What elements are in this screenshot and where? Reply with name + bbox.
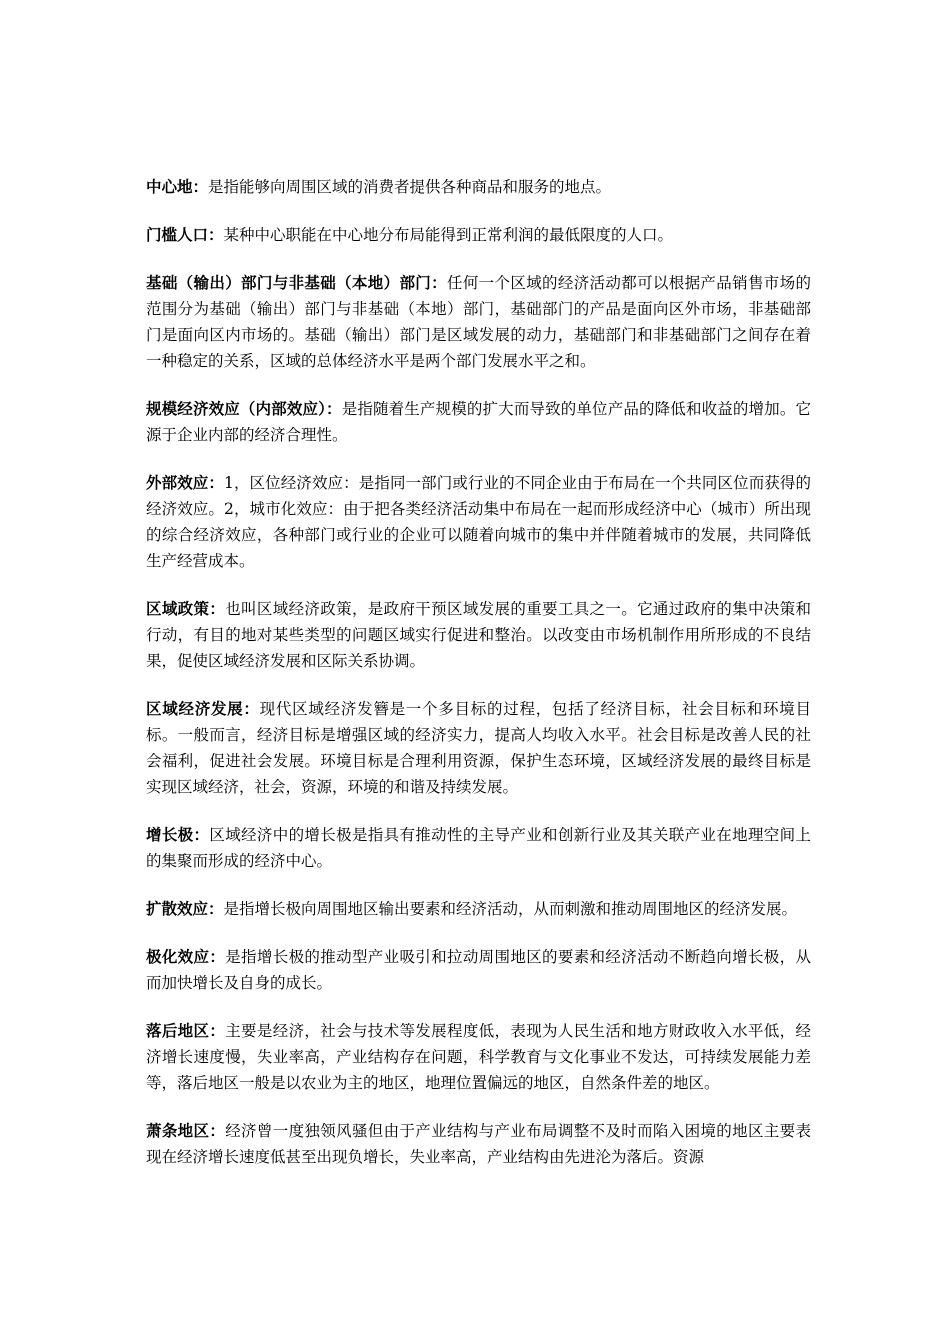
- term-definition: 是指能够向周围区域的消费者提供各种商品和服务的地点。: [208, 178, 612, 196]
- term-label: 中心地：: [146, 177, 209, 196]
- term-label: 外部效应：: [146, 473, 224, 492]
- term-definition: 是指增长极的推动型产业吸引和拉动周围地区的要素和经济活动不断趋向增长极，从而加快增长及自身的成长。: [146, 948, 811, 992]
- term-label: 落后地区：: [146, 1021, 226, 1040]
- term-definition: 区域经济中的增长极是指具有推动性的主导产业和创新行业及其关联产业在地理空间上的集聚而形成的经济中心。: [146, 826, 811, 870]
- entry-central-place: [146, 174, 811, 200]
- entry-external-effects: [146, 470, 811, 574]
- term-label: 规模经济效应（内部效应）：: [146, 399, 342, 418]
- entry-regional-policy: [146, 596, 811, 674]
- term-label: 扩散效应：: [146, 899, 224, 918]
- entry-depressed-regions: [146, 1118, 811, 1170]
- entry-economies-of-scale: [146, 396, 811, 448]
- term-definition: 某种中心职能在中心地分布局能得到正常利润的最低限度的人口。: [223, 226, 674, 244]
- term-label: 区域政策：: [146, 599, 226, 618]
- entry-backward-regions: [146, 1018, 811, 1096]
- term-label: 门槛人口：: [146, 225, 224, 244]
- term-definition: 也叫区域经济政策，是政府干预区域发展的重要工具之一。它通过政府的集中决策和行动，有目的地对某些类型的问题区域实行促进和整治。以改变由市场机制作用所形成的不良结果，促使区域经济发展和区际关系协调。: [146, 600, 811, 670]
- entry-polarization-effect: [146, 944, 811, 996]
- term-label: 基础（输出）部门与非基础（本地）部门：: [146, 273, 447, 292]
- term-definition: 现代区域经济发簪是一个多目标的过程，包括了经济目标，社会目标和环境目标。一般而言，经济目标是增强区域的经济实力，提高人均收入水平。社会目标是改善人民的社会福利，促进社会发展。环境目标是合理利用资源，保护生态环境，区域经济发展的最终目标是实现区域经济，社会，资源，环境的和谐及持续发展。: [146, 700, 811, 796]
- term-definition: 任何一个区域的经济活动都可以根据产品销售市场的范围分为基础（输出）部门与非基础（本地）部门，基础部门的产品是面向区外市场，非基础部门是面向区内市场的。基础（输出）部门是区域发展的动力，基础部门和非基础部门之间存在着一种稳定的关系，区域的总体经济水平是两个部门发展水平之和。: [146, 274, 811, 370]
- term-definition: 是指随着生产规模的扩大而导致的单位产品的降低和收益的增加。它源于企业内部的经济合理性。: [146, 400, 811, 444]
- term-label: 增长极：: [146, 825, 210, 844]
- term-definition: 经济曾一度独领风骚但由于产业结构与产业布局调整不及时而陷入困境的地区主要表现在经济增长速度低甚至出现负增长，失业率高，产业结构由先进沦为落后。资源: [146, 1122, 811, 1166]
- term-definition: 是指增长极向周围地区输出要素和经济活动，从而刺激和推动周围地区的经济发展。: [223, 900, 798, 918]
- term-definition: 1，区位经济效应：是指同一部门或行业的不同企业由于布局在一个共同区位而获得的经济效应。2，城市化效应：由于把各类经济活动集中布局在一起而形成经济中心（城市）所出现的综合经济效应，各种部门或行业的企业可以随着向城市的集中并伴随着城市的发展，共同降低生产经营成本。: [146, 474, 811, 570]
- term-label: 萧条地区：: [146, 1121, 226, 1140]
- entry-growth-pole: [146, 822, 811, 874]
- entry-basic-nonbasic-sectors: [146, 270, 811, 374]
- term-label: 区域经济发展：: [146, 699, 260, 718]
- term-label: 极化效应：: [146, 947, 226, 966]
- entry-threshold-population: [146, 222, 811, 248]
- document-body: [146, 174, 811, 1192]
- entry-spread-effect: [146, 896, 811, 922]
- entry-regional-economic-development: [146, 696, 811, 800]
- term-definition: 主要是经济，社会与技术等发展程度低，表现为人民生活和地方财政收入水平低，经济增长速度慢，失业率高，产业结构存在问题，科学教育与文化事业不发达，可持续发展能力差等，落后地区一般是以农业为主的地区，地理位置偏远的地区，自然条件差的地区。: [146, 1022, 811, 1092]
